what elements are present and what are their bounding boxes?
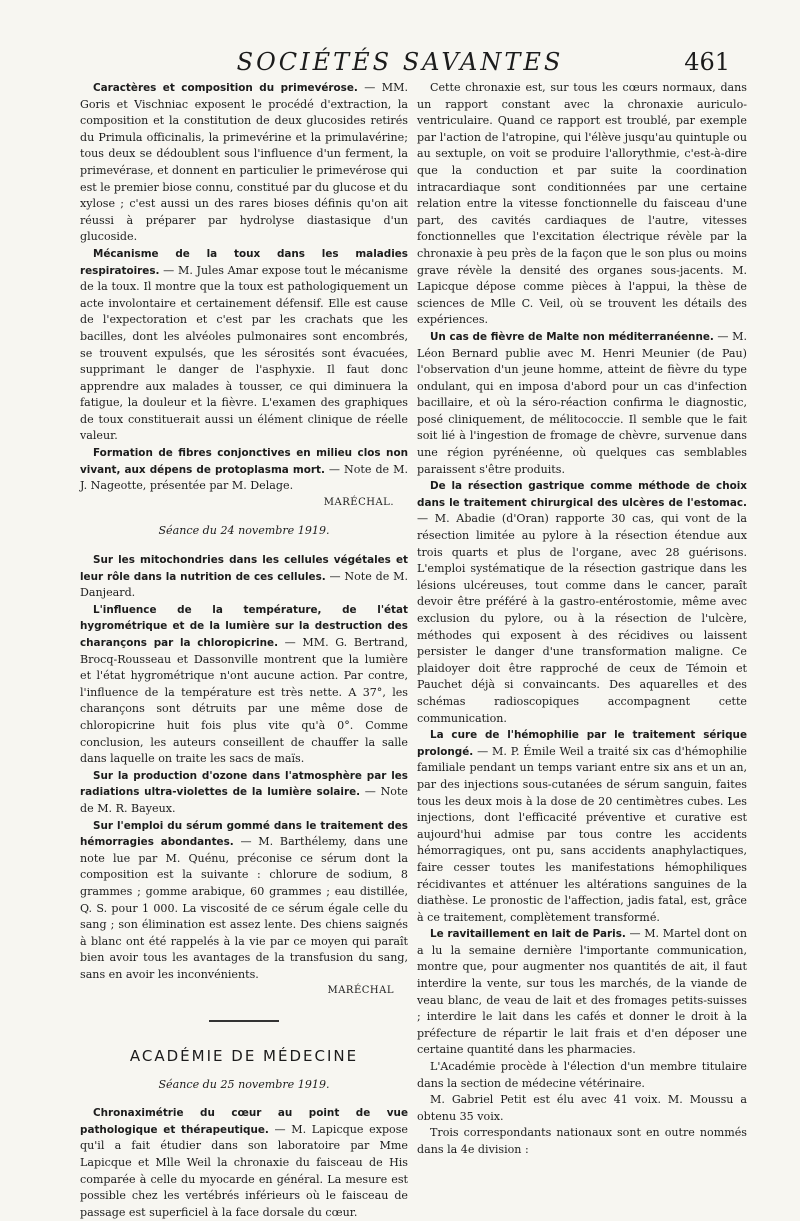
report-chronaxie-cont (417, 80, 747, 329)
report-text: — M. P. Émile Weil a traité six cas d'hémophilie familiale pendant un temps variant entre six ans et un an, par des injections sous-cutanées de sérum sanguin, faites tous les deux mois à la dose de 20 centimètres cubes. Les injections, dont l'efficacité préventive et curative est aujourd'hui admise par tous contre les accidents hémorragiques, ont pu, sans accidents anaphylactiques, faire cesser toutes les manifestations hémophiliques récidivantes et atténuer les altérations sanguines de la diathèse. Le pronostic de l'affection, jadis fatal, est, grâce à ce traitement, complètement transformé. (417, 744, 747, 924)
report-title: Sur l'emploi du sérum gommé dans le traitement des hémorragies abondantes. (80, 819, 408, 849)
session-date: Séance du 25 novembre 1919. (158, 1077, 330, 1091)
report-text: Trois correspondants nationaux sont en outre nommés dans la 4e division : (417, 1126, 747, 1156)
report-text: — Note de M. R. Bayeux. (80, 785, 409, 815)
report-primeverose (80, 80, 408, 246)
report-title: Mécanisme de la toux dans les maladies respiratoires. (80, 247, 408, 277)
report-title: Sur les mitochondries dans les cellules végétales et leur rôle dans la nutrition de ces cellules. (80, 554, 408, 583)
report-text: — MM. Goris et Vischniac exposent le procédé d'extraction, la composition et la constitution de deux glucosides retirés du Primula officinalis, la primevérine et la primulavérine; tous deux se dédoublent sous l'influence d'un ferment, la primevérase, et donnent en particulier le primevérose qui est le premier biose connu, constitué par du glucose et du xylose ; c'est aussi un des rares bioses définis qu'on ait réussi à préparer par hydrolyse diastasique d'un glucoside. (80, 81, 408, 244)
report-mitochondries (80, 552, 408, 602)
report-charancons (80, 602, 408, 768)
report-text: Cette chronaxie est, sur tous les cœurs normaux, dans un rapport constant avec la chronaxie auriculo-ventriculaire. Quand ce rapport est troublé, par exemple par l'action de l'atropine, qui l'élève jusqu'au quintuple ou au sextuple, on voit se produire l'allorythmie, c'est-à-dire que la conduction et par suite la coordination intracardiaque sont conditionnées par une certaine relation entre la vitesse fonctionnelle du faisceau d'une part, des cavités cardiaques de l'autre, vitesses fonctionnelles que l'excitation électrique révèle par la chronaxie à peu près de la façon que le son plus ou moins grave révèle la densité des organes sous-jacents. M. Lapicque dépose comme pièces à l'appui, la thèse de sciences de Mlle C. Veil, où se trouvent les détails des expériences. (417, 81, 747, 327)
report-elu (417, 1092, 747, 1125)
section-title: ACADÉMIE DE MÉDECINE (129, 1047, 359, 1066)
report-lait (417, 926, 747, 1059)
report-text: M. Gabriel Petit est élu avec 41 voix. M. Moussu a obtenu 35 voix. (417, 1093, 747, 1123)
report-hemophilie (417, 727, 747, 926)
signature: MARÉCHAL (327, 985, 394, 997)
section-divider (209, 1020, 279, 1022)
report-fibres (80, 445, 408, 495)
report-resection (417, 478, 747, 727)
signature: MARÉCHAL. (323, 496, 394, 508)
report-title: Le ravitaillement en lait de Paris. (430, 928, 626, 941)
report-text: — M. Barthélemy, dans une note lue par M. Quénu, préconise ce sérum dont la composition est la suivante : chlorure de sodium, 8 grammes ; gomme arabique, 60 grammes ; eau distillée, Q. S. pour 1 000. La viscosité de ce sérum égale celle du sang ; son élimination est assez lente. Des chiens saignés à blanc ont été rappelés à la vie par ce moyen qui paraît bien avoir tous les avantages de la transfusion du sang, sans en avoir les inconvénients. (80, 835, 408, 981)
report-title: Chronaximétrie du cœur au point de vue pathologique et thérapeutique. (80, 1107, 408, 1136)
report-title: Sur la production d'ozone dans l'atmosphère par les radiations ultra-violettes de la lumière solaire. (80, 769, 408, 799)
session-date: Séance du 24 novembre 1919. (158, 524, 330, 538)
report-title: L'influence de la température, de l'état hygrométrique et de la lumière sur la destruction des charançons par la chloropicrine. (80, 603, 408, 649)
report-title: Formation de fibres conjonctives en milieu clos non vivant, aux dépens de protoplasma mort. (80, 447, 408, 476)
report-text: — M. Martel dont on a lu la semaine dernière l'importante communication, montre que, pour augmenter nos quantités de ait, il faut interdire la vente, sur tous les marchés, de la viande de veau blanc, de veau de lait et des fromages petits-suisses ; interdire le lait dans les cafés et donner le droit à la préfecture de répartir le lait frais et d'en déposer une certaine quantité dans les pharmacies. (417, 927, 748, 1057)
left-column (80, 80, 408, 1221)
report-text: — M. Jules Amar expose tout le mécanisme de la toux. Il montre que la toux est pathologiquement un acte involontaire et certainement défensif. Elle est cause de l'expectoration et c'est par les crachats que les bacilles, dont les alvéoles pulmonaires sont encombrés, se trouvent expulsés, que les sérosités sont évacuées, supprimant le danger de l'asphyxie. Il faut donc apprendre aux malades à tousser, ce qui diminuera la fatigue, la douleur et la fièvre. L'examen des graphiques de toux constituerait aussi un élément clinique de réelle valeur. (80, 263, 408, 443)
report-text: L'Académie procède à l'élection d'un membre titulaire dans la section de médecine vétérinaire. (417, 1060, 747, 1090)
report-title: De la résection gastrique comme méthode de choix dans le traitement chirurgical des ulcères de l'estomac. (417, 480, 747, 509)
report-title: Caractères et composition du primevérose. (93, 82, 358, 94)
report-chronaximetrie (80, 1105, 408, 1221)
report-text: — Note de M. J. Nageotte, présentée par M. Delage. (80, 462, 408, 493)
page-header (0, 40, 800, 80)
page-number: 461 (684, 48, 730, 76)
report-text: — Note de M. Danjeard. (80, 569, 408, 600)
report-text: — MM. G. Bertrand, Brocq-Rousseau et Dassonville montrent que la lumière et l'état hygrométrique n'ont aucune action. Par contre, l'influence de la température est très nette. A 37°, les charançons sont détruits par une même dose de chloropicrine huit fois plus vite qu'à 0°. Comme conclusion, les auteurs conseillent de chauffer la salle dans laquelle on traite les sacs de maïs. (80, 636, 408, 766)
report-text: — M. Léon Bernard publie avec M. Henri Meunier (de Pau) l'observation d'un jeune homme, atteint de fièvre du type ondulant, qui en imposa d'abord pour un cas d'infection bacillaire, et où la séro-réaction confirma le diagnostic, posé cliniquement, de mélitococcie. Il semble que le fait soit lié à l'ingestion de fromage de chèvre, survenue dans une région pyrénéenne, où quelques cas semblables paraissent s'être produits. (417, 329, 747, 476)
report-ozone (80, 768, 408, 818)
report-serum-gomme (80, 818, 408, 984)
report-election (417, 1059, 747, 1092)
report-title: La cure de l'hémophilie par le traitement sérique prolongé. (417, 729, 747, 758)
report-toux (80, 246, 408, 445)
report-correspondants (417, 1125, 747, 1158)
report-title: Un cas de fièvre de Malte non méditerranéenne. (430, 330, 714, 343)
report-fievre-malte (417, 329, 747, 478)
running-head: SOCIÉTÉS SAVANTES (236, 48, 564, 76)
report-text: — M. Abadie (d'Oran) rapporte 30 cas, qui vont de la résection limitée au pylore à la résection étendue aux trois quarts et plus de l'organe, avec 28 guérisons. L'emploi systématique de la résection gastrique dans les lésions ulcéreuses, tout comme dans le cancer, paraît devoir être préféré à la gastro-entérostomie, même avec exclusion du pylore, ou à la résection de l'ulcère, méthodes qui exposent à des récidives ou laissent persister le danger d'une transformation maligne. Ce plaidoyer doit être rapproché de ceux de Témoin et Pauchet déjà si convaincants. Des aquarelles et des schémas radioscopiques accompagnent cette communication. (417, 512, 747, 725)
report-text: — M. Lapicque expose qu'il a fait étudier dans son laboratoire par Mme Lapicque et Mlle Weil la chronaxie du faisceau de His comparée à celle du myocarde en général. La mesure est possible chez les vertébrés inférieurs où le faisceau de passage est superficiel à la face dorsale du cœur. (80, 1122, 408, 1219)
right-column (417, 80, 747, 1159)
